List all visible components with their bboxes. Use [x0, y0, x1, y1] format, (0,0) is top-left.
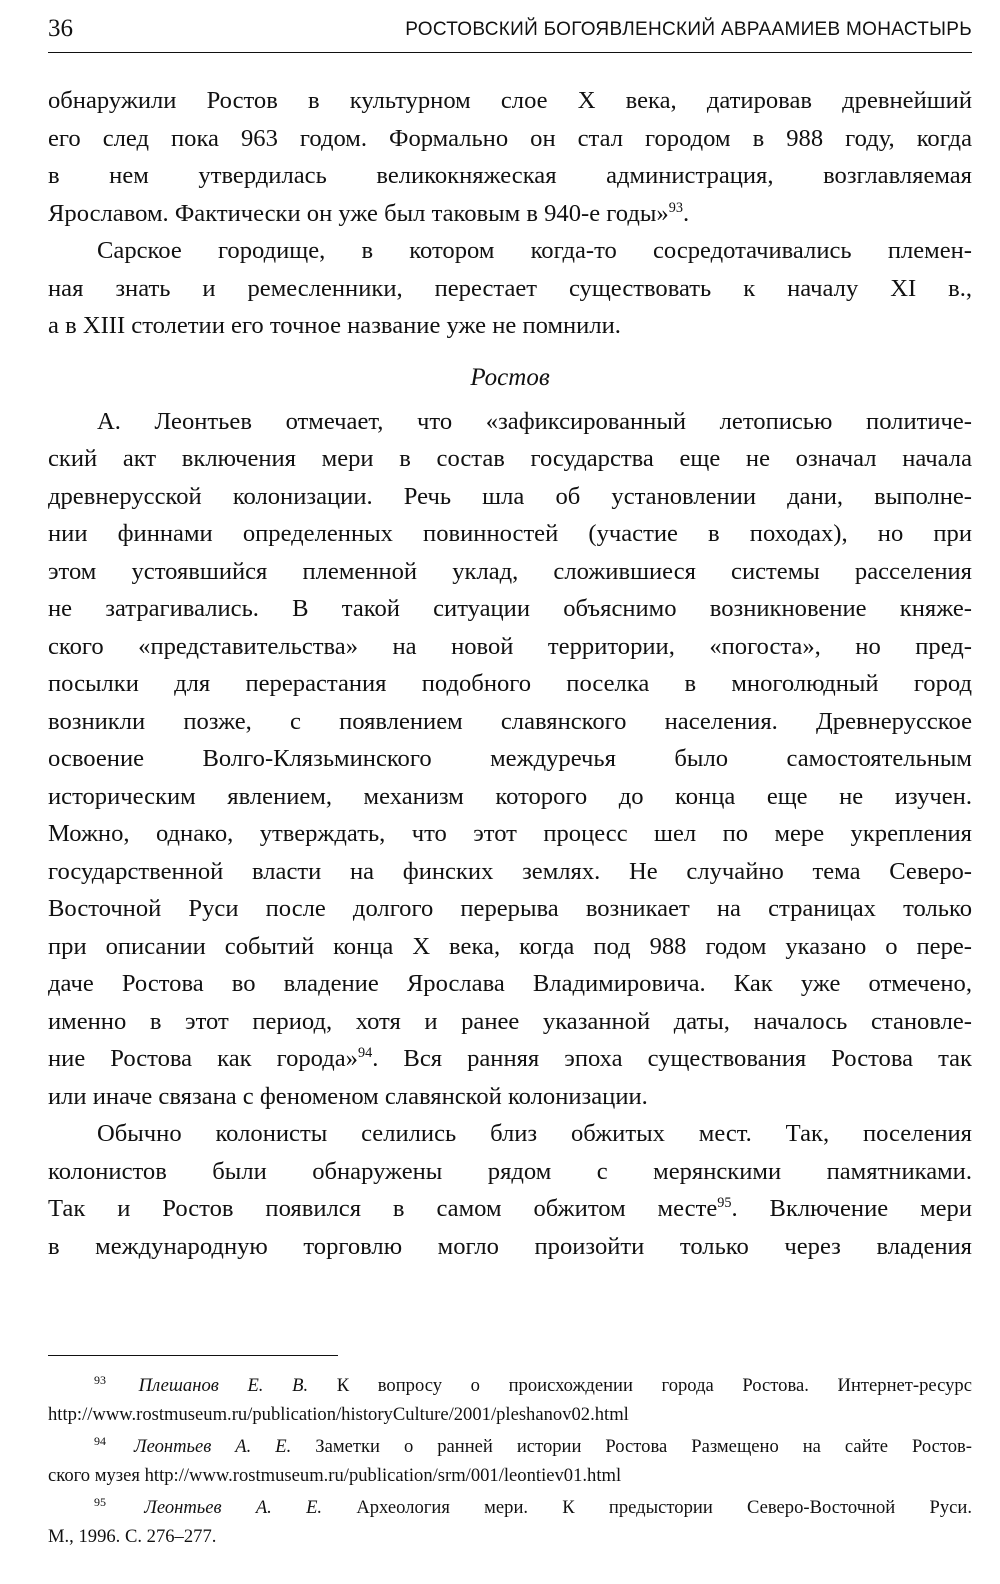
footnote-text: Археология мери. К предыстории Северо-Восточной Руси. [356, 1497, 972, 1519]
text-fragment: . [682, 199, 690, 227]
paragraph [48, 1115, 972, 1265]
text-line: а в XIII столетии его точное название уже не помнили. [48, 312, 621, 339]
footnote-line [48, 1372, 972, 1401]
text-line: ная знать и ремесленники, перестает существовать к началу XI в., [48, 274, 972, 302]
paragraph [48, 232, 972, 345]
section-heading: Ростов [470, 363, 550, 391]
running-title: РОСТОВСКИЙ БОГОЯВЛЕНСКИЙ АВРААМИЕВ МОНАСТЫРЬ [405, 19, 972, 40]
footnote-author: Леонтьев А. Е. [133, 1436, 292, 1458]
footnote-ref-95: 95 [717, 1194, 732, 1211]
footnote-ref-94: 94 [357, 1044, 373, 1061]
paragraph-continuation [48, 82, 972, 232]
text-line: А. Леонтьев отмечает, что «зафиксированный летописью политиче- [97, 407, 972, 435]
text-line: в международную торговлю могло произойти только через владения [48, 1232, 972, 1260]
text-line: в нем утвердилась великокняжеская администрация, возглавляемая [48, 162, 972, 189]
text-line: ского «представительства» на новой территории, «погоста», но пред- [48, 632, 972, 660]
text-line: древнерусской колонизации. Речь шла об установлении дани, выполне- [48, 482, 972, 510]
text-line: Обычно колонисты селились близ обжитых мест. Так, поселения [97, 1120, 972, 1147]
text-line: историческим явлением, механизм которого до конца еще не изучен. [48, 782, 972, 810]
text-line: освоение Волго-Клязьминского междуречья было самостоятельным [48, 745, 972, 772]
footnote-line [48, 1494, 972, 1523]
text-line: Восточной Руси после долгого перерыва возникает на страницах только [48, 895, 972, 922]
footnote-93 [48, 1372, 972, 1429]
footnote-url: ского музея http://www.rostmuseum.ru/publication/srm/001/leontiev01.html [48, 1464, 622, 1486]
text-line: посылки для перерастания подобного поселка в многолюдный город [48, 670, 972, 697]
footnote-number: 95 [94, 1495, 106, 1510]
text-line: или иначе связана с феноменом славянской колонизации. [48, 1082, 648, 1110]
text-line: колонистов были обнаружены рядом с мерянскими памятниками. [48, 1157, 972, 1185]
text-fragment: Ярославом. Фактически он уже был таковым в 940-е годы» [48, 199, 669, 227]
page-number: 36 [48, 15, 73, 42]
text-line: этом устоявшийся племенной уклад, сложившиеся системы расселения [48, 557, 972, 585]
footnotes [48, 1372, 972, 1556]
footnote-number: 93 [94, 1372, 106, 1387]
text-line: Можно, однако, утверждать, что этот процесс шел по мере укрепления [48, 820, 972, 847]
text-line: обнаружили Ростов в культурном слое X века, датировав древнейший [48, 87, 972, 114]
footnote-text: Заметки о ранней истории Ростова Размещено на сайте Ростов- [315, 1436, 972, 1458]
text-fragment: ние Ростова как города» [48, 1045, 358, 1072]
text-line: Сарское городище, в котором когда-то сосредотачивались племен- [97, 237, 972, 264]
text-line: не затрагивались. В такой ситуации объяснимо возникновение княже- [48, 595, 972, 622]
text-fragment: . Включение мери [731, 1195, 973, 1222]
footnote-ref-93: 93 [668, 199, 683, 216]
text-line: даче Ростова во владение Ярослава Владимировича. Как уже отмечено, [48, 970, 972, 997]
footnote-url: http://www.rostmuseum.ru/publication/historyCulture/2001/pleshanov02.html [48, 1403, 629, 1425]
text-line: его след пока 963 годом. Формально он стал городом в 988 году, когда [48, 124, 972, 152]
text-line [48, 1190, 972, 1228]
paragraph [48, 403, 972, 1116]
footnote-text: К вопросу о происхождении города Ростова. Интернет-ресурс [336, 1375, 972, 1396]
text-line [48, 195, 972, 233]
footnote-separator [48, 1355, 338, 1356]
footnote-text-continued: М., 1996. С. 276–277. [48, 1525, 217, 1547]
footnote-line [48, 1433, 972, 1462]
text-line: нии финнами определенных повинностей (участие в походах), но при [48, 520, 972, 547]
page-header [48, 12, 972, 53]
text-line: ский акт включения мери в состав государства еще не означал начала [48, 445, 972, 472]
text-line [48, 1040, 972, 1078]
footnote-author: Леонтьев А. Е. [144, 1497, 323, 1519]
text-fragment: Так и Ростов появился в самом обжитом месте [48, 1195, 718, 1222]
text-fragment: . Вся ранняя эпоха существования Ростова так [372, 1045, 972, 1072]
text-line: государственной власти на финских землях. Не случайно тема Северо- [48, 857, 972, 885]
text-line: именно в этот период, хотя и ранее указанной даты, началось становле- [48, 1007, 972, 1035]
footnote-94 [48, 1433, 972, 1490]
footnote-95 [48, 1494, 972, 1551]
text-line: при описании событий конца X века, когда под 988 годом указано о пере- [48, 932, 972, 960]
footnote-number: 94 [94, 1434, 106, 1448]
text-line: возникли позже, с появлением славянского населения. Древнерусское [48, 707, 972, 735]
footnote-author: Плешанов Е. В. [138, 1375, 309, 1396]
main-text [48, 82, 972, 1265]
